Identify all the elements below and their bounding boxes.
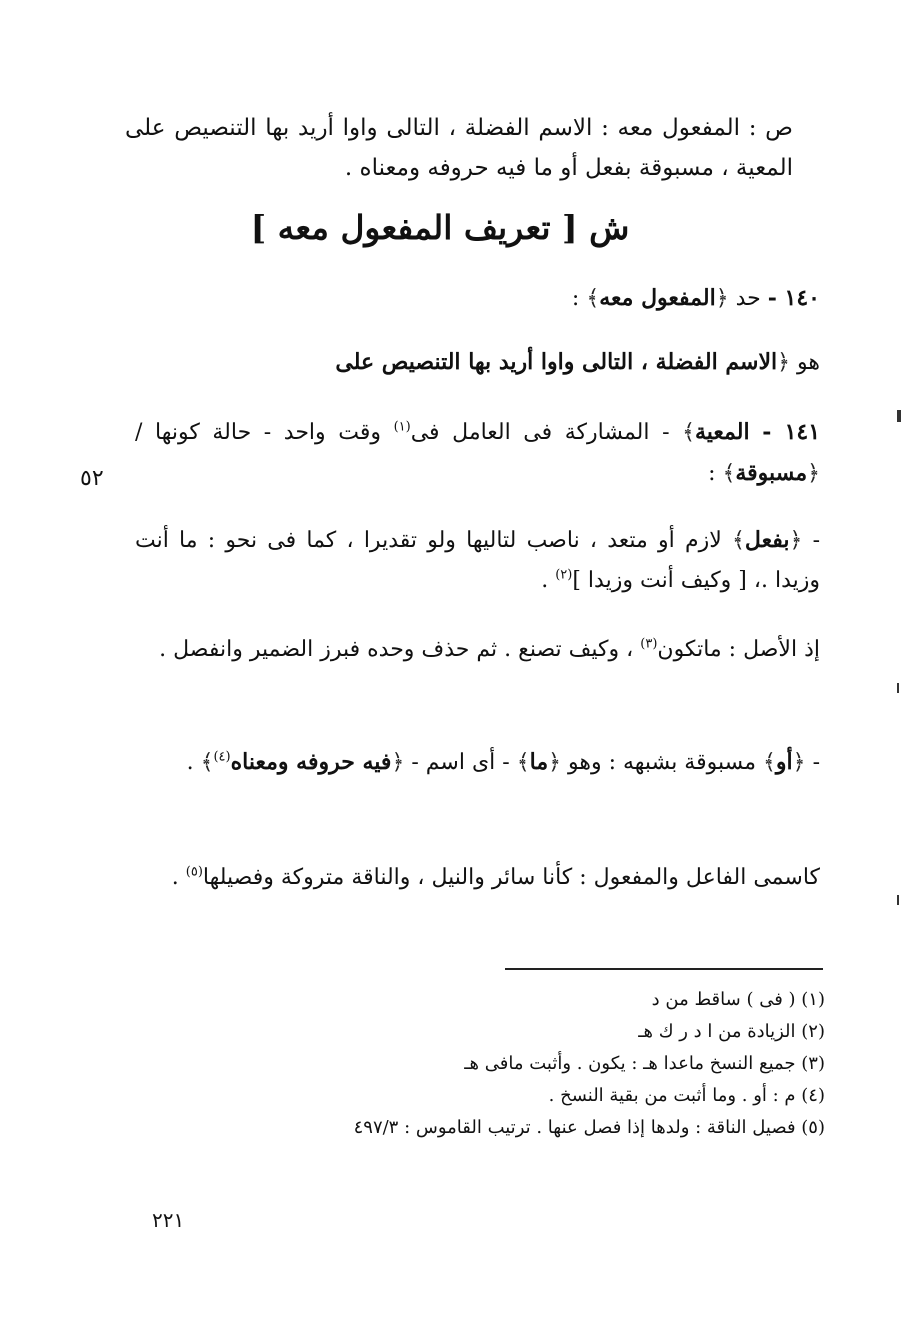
ornate-bracket-close: ﴾ <box>763 750 776 775</box>
footnote-ref-1: (١) <box>393 419 411 435</box>
paragraph-aw <box>135 742 820 783</box>
dash: - <box>812 750 820 775</box>
paragraph-ka <box>135 858 820 898</box>
colon: : <box>571 286 580 311</box>
ornate-bracket-open: ﴿ <box>548 750 561 775</box>
footnote-ref-2: (٢) <box>555 567 573 583</box>
paragraph-asl <box>135 630 820 670</box>
page-number: ٢٢١ <box>152 1208 185 1232</box>
term-masbuqa: مسبوقة <box>735 460 808 486</box>
paragraph-huwa <box>135 342 820 383</box>
section-heading: ش [ تعريف المفعول معه ] <box>250 208 630 247</box>
text-segment: إذ الأصل : ماتكون <box>657 637 820 662</box>
definition-bold-text: الاسم الفضلة ، التالى واوا أريد بها التنصيص على <box>335 349 778 375</box>
period: . <box>541 568 549 593</box>
footnote-4: (٤) م : أو . وما أثبت من بقية النسخ . <box>548 1085 825 1106</box>
ornate-bracket-close: ﴾ <box>682 420 695 445</box>
footnote-5: (٥) فصيل الناقة : ولدها إذا فصل عنها . ترتيب القاموس : ٤٩٧/٣ <box>353 1117 825 1138</box>
ornate-bracket-open: ﴿ <box>777 350 791 375</box>
ornate-bracket-open: ﴿ <box>715 286 729 311</box>
ornate-bracket-close: ﴾ <box>200 750 214 775</box>
colon: : <box>708 461 716 486</box>
term-mafool-maahu: المفعول معه <box>599 285 716 311</box>
huwa-word: هو <box>797 350 820 375</box>
ornate-bracket-open: ﴿ <box>807 461 820 486</box>
scan-edge-mark <box>897 895 899 905</box>
footnote-1: (١) ( فى ) ساقط من د <box>651 989 825 1010</box>
scan-edge-mark <box>897 410 901 422</box>
text-segment: وقت واحد - حالة كونها / <box>135 420 381 445</box>
ornate-bracket-open: ﴿ <box>792 750 806 775</box>
term-bifil: بفعل <box>744 527 790 553</box>
paragraph-bifil <box>135 520 820 601</box>
footnote-ref-3: (٣) <box>640 636 658 652</box>
ornate-bracket-close: ﴾ <box>516 750 530 775</box>
term-fihi: فيه حروفه ومعناه <box>230 749 392 775</box>
term-maiyya: المعية <box>695 419 750 445</box>
matn-text <box>125 108 793 188</box>
term-aw: أو <box>775 749 793 775</box>
period: . <box>171 865 179 890</box>
text-segment: - أى اسم - <box>411 750 510 775</box>
footnote-3: (٣) جميع النسخ ماعدا هـ : يكون . وأثبت مافى هـ <box>464 1053 825 1074</box>
footnote-ref-5: (٥) <box>185 864 203 880</box>
paragraph-140 <box>135 278 820 319</box>
hadd-word: حد <box>735 286 761 311</box>
ornate-bracket-close: ﴾ <box>586 286 600 311</box>
period: . <box>186 750 194 775</box>
ornate-bracket-close: ﴾ <box>732 528 745 553</box>
text-segment: كاسمى الفاعل والمفعول : كأنا سائر والنيل ، والناقة متروكة وفصيلها <box>202 865 820 890</box>
scan-edge-mark <box>897 683 899 693</box>
section-number-141: ١٤١ - <box>762 419 821 445</box>
footnotes <box>240 984 825 1144</box>
footnote-separator <box>505 968 823 970</box>
term-ma: ما <box>529 749 549 775</box>
text-segment: مسبوقة بشبهه : وهو <box>568 750 757 775</box>
text-segment: - المشاركة فى العامل فى <box>410 420 670 445</box>
ornate-bracket-close: ﴾ <box>722 461 736 486</box>
text-segment: ، وكيف تصنع . ثم حذف وحده فبرز الضمير وانفصل . <box>159 637 634 662</box>
dash: - <box>812 528 821 553</box>
ornate-bracket-open: ﴿ <box>391 750 405 775</box>
paragraph-141 <box>135 412 820 494</box>
text-segment: لازم أو متعد ، ناصب لتاليها ولو تقديرا ، كما فى نحو : ما أنت وزيدا .، [ وكيف أنت وزيدا ] <box>135 528 820 593</box>
matn-body: ص : المفعول معه : الاسم الفضلة ، التالى واوا أريد بها التنصيص على المعية ، مسبوقة بفعل أو ما فيه حروفه ومعناه . <box>125 115 793 181</box>
margin-page-number: ٥٢ <box>80 466 104 491</box>
ornate-bracket-open: ﴿ <box>789 528 803 553</box>
section-number-140: ١٤٠ - <box>767 285 820 311</box>
footnote-ref-4: (٤) <box>213 749 231 765</box>
footnote-2: (٢) الزيادة من ا د ر ك هـ <box>638 1021 825 1042</box>
